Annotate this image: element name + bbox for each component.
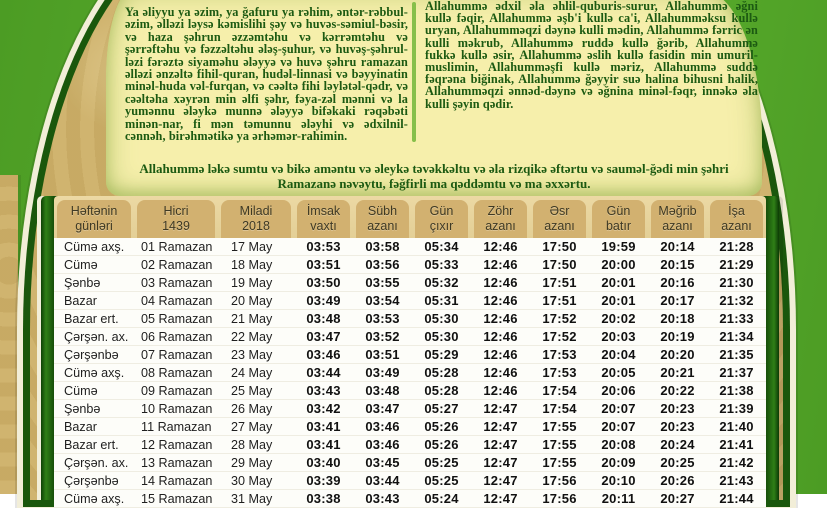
cell-time: 05:30 [424,311,459,326]
cell-time: 20:21 [660,365,695,380]
cell-time: 20:19 [660,329,695,344]
column-header-line1: Zöhr [487,204,514,218]
cell-miladi-date: 29 May [231,455,273,470]
cell-time: 03:46 [365,437,400,452]
column-header [297,200,350,238]
cell-time: 21:39 [719,401,754,416]
cell-miladi-date: 22 May [231,329,273,344]
column-header-line1: Miladi [239,204,273,218]
cell-time: 12:46 [483,293,518,308]
cell-time: 17:56 [542,491,577,506]
cell-time: 05:25 [424,455,459,470]
cell-hicri-date: 12 Ramazan [141,437,213,452]
cell-time: 17:50 [542,239,577,254]
cell-time: 05:34 [424,239,459,254]
cell-time: 21:29 [719,257,754,272]
cell-time: 03:55 [365,275,400,290]
cell-time: 20:22 [660,383,695,398]
cell-time: 21:30 [719,275,754,290]
column-header-line1: İmsak [306,204,341,218]
column-header-line2: azanı [662,219,693,233]
cell-time: 03:58 [365,239,400,254]
cell-time: 03:50 [306,275,341,290]
cell-time: 05:31 [424,293,459,308]
cell-hicri-date: 04 Ramazan [141,293,213,308]
cell-time: 03:47 [365,401,400,416]
column-header [137,200,215,238]
cell-time: 20:18 [660,311,695,326]
cell-time: 21:33 [719,311,754,326]
cell-time: 03:49 [365,365,400,380]
cell-time: 20:14 [660,239,695,254]
cell-time: 03:40 [306,455,341,470]
cell-time: 05:24 [424,491,459,506]
column-header-line1: Əsr [549,204,570,218]
cell-time: 12:47 [483,491,518,506]
cell-time: 17:53 [542,347,577,362]
column-header [415,200,468,238]
cell-weekday: Çərşənbə [64,473,119,488]
table-row [54,364,766,382]
cell-time: 12:46 [483,329,518,344]
cell-hicri-date: 07 Ramazan [141,347,213,362]
column-header-line2: 1439 [162,219,190,233]
column-header [356,200,409,238]
table-row [54,400,766,418]
cell-time: 20:03 [601,329,636,344]
cell-time: 05:25 [424,473,459,488]
cell-time: 17:54 [542,401,577,416]
column-header-line1: Gün [429,204,454,218]
cell-weekday: Cümə [64,257,98,272]
cell-time: 20:27 [660,491,695,506]
cell-time: 21:32 [719,293,754,308]
column-header [474,200,527,238]
column-header [221,200,291,238]
cell-hicri-date: 08 Ramazan [141,365,213,380]
column-header-line2: vaxtı [310,219,337,233]
cell-time: 03:48 [306,311,341,326]
cell-hicri-date: 10 Ramazan [141,401,213,416]
cell-time: 20:23 [660,419,695,434]
cell-weekday: Cümə axş. [64,491,125,506]
cell-time: 03:44 [365,473,400,488]
cell-time: 03:41 [306,437,341,452]
cell-hicri-date: 03 Ramazan [141,275,213,290]
cell-weekday: Çərşənbə [64,347,119,362]
dua-column-divider [412,2,416,142]
cell-time: 05:28 [424,383,459,398]
table-body [54,238,766,508]
cell-time: 03:38 [306,491,341,506]
cell-weekday: Çərşən. ax. [64,455,129,470]
column-header-line1: Sübh [367,204,398,218]
column-header-line2: çıxır [429,219,454,233]
table-row [54,310,766,328]
cell-time: 17:56 [542,473,577,488]
column-header-line2: azanı [721,219,752,233]
cell-hicri-date: 02 Ramazan [141,257,213,272]
column-header-line2: azanı [485,219,516,233]
cell-time: 12:46 [483,275,518,290]
cell-time: 03:51 [365,347,400,362]
cell-time: 03:54 [365,293,400,308]
cell-time: 03:56 [365,257,400,272]
cell-time: 05:26 [424,437,459,452]
column-header-line2: azanı [544,219,575,233]
cell-miladi-date: 17 May [231,239,273,254]
table-row [54,472,766,490]
cell-hicri-date: 09 Ramazan [141,383,213,398]
cell-time: 17:55 [542,455,577,470]
cell-weekday: Çərşən. ax. [64,329,129,344]
cell-time: 12:46 [483,347,518,362]
column-header [592,200,645,238]
cell-time: 20:10 [601,473,636,488]
cell-time: 19:59 [601,239,636,254]
cell-time: 20:04 [601,347,636,362]
cell-time: 12:47 [483,401,518,416]
cell-miladi-date: 31 May [231,491,273,506]
cell-time: 17:54 [542,383,577,398]
cell-time: 03:49 [306,293,341,308]
cell-miladi-date: 19 May [231,275,273,290]
table-row [54,274,766,292]
cell-time: 21:35 [719,347,754,362]
cell-miladi-date: 27 May [231,419,273,434]
cell-time: 20:15 [660,257,695,272]
column-header-line1: İşa [728,204,745,218]
cell-time: 03:46 [306,347,341,362]
table-header-row [54,196,766,238]
column-header [57,200,131,238]
table-row [54,346,766,364]
cell-miladi-date: 30 May [231,473,273,488]
column-header [710,200,763,238]
cell-hicri-date: 05 Ramazan [141,311,213,326]
cell-time: 12:47 [483,419,518,434]
column-header-line1: Məğrib [658,204,697,218]
table-row [54,382,766,400]
prayer-times-table [41,196,779,506]
cell-miladi-date: 21 May [231,311,273,326]
column-header-line2: 2018 [242,219,270,233]
cell-time: 12:47 [483,473,518,488]
cell-time: 20:09 [601,455,636,470]
cell-time: 17:53 [542,365,577,380]
cell-time: 21:41 [719,437,754,452]
cell-time: 12:46 [483,383,518,398]
cell-time: 20:02 [601,311,636,326]
cell-miladi-date: 26 May [231,401,273,416]
cell-weekday: Cümə [64,383,98,398]
table-row [54,238,766,256]
cell-time: 03:46 [365,419,400,434]
cell-hicri-date: 14 Ramazan [141,473,213,488]
column-header-line1: Həftənin [70,204,118,218]
cell-hicri-date: 13 Ramazan [141,455,213,470]
cell-time: 21:43 [719,473,754,488]
cell-time: 05:26 [424,419,459,434]
table-row [54,292,766,310]
cell-time: 03:43 [306,383,341,398]
cell-time: 20:16 [660,275,695,290]
column-header-line1: Hicri [163,204,189,218]
dua-footer-text: Allahummə ləkə sumtu və bikə aməntu və əleykə təvəkkəltu və əla rizqikə əftərtu və sauməl-ğədi min şəhri Ramazanə nəvəytu, fəğfirli ma qəddəmtu və ma əxxərtu. [139,161,729,191]
cell-weekday: Cümə axş. [64,239,125,254]
left-border-ornament [0,175,18,494]
cell-time: 20:26 [660,473,695,488]
cell-time: 03:43 [365,491,400,506]
cell-time: 17:55 [542,437,577,452]
cell-hicri-date: 15 Ramazan [141,491,213,506]
cell-time: 05:29 [424,347,459,362]
table-row [54,454,766,472]
cell-time: 20:24 [660,437,695,452]
cell-weekday: Bazar ert. [64,311,119,326]
cell-time: 12:46 [483,365,518,380]
cell-time: 20:07 [601,401,636,416]
cell-time: 20:06 [601,383,636,398]
cell-time: 03:53 [306,239,341,254]
cell-time: 05:28 [424,365,459,380]
cell-time: 20:23 [660,401,695,416]
cell-time: 20:01 [601,275,636,290]
cell-time: 21:38 [719,383,754,398]
column-header-line2: günləri [75,219,113,233]
column-header-line2: azanı [367,219,398,233]
table-row [54,418,766,436]
table-row [54,490,766,508]
cell-miladi-date: 20 May [231,293,273,308]
cell-time: 12:46 [483,257,518,272]
cell-time: 17:51 [542,275,577,290]
cell-time: 03:48 [365,383,400,398]
cell-time: 03:45 [365,455,400,470]
cell-time: 17:55 [542,419,577,434]
cell-weekday: Cümə axş. [64,365,125,380]
cell-time: 05:33 [424,257,459,272]
cell-time: 12:47 [483,437,518,452]
table-row [54,256,766,274]
cell-hicri-date: 01 Ramazan [141,239,213,254]
cell-time: 17:52 [542,311,577,326]
cell-time: 17:50 [542,257,577,272]
cell-time: 20:05 [601,365,636,380]
cell-weekday: Şənbə [64,275,101,290]
cell-time: 12:46 [483,311,518,326]
dua-panel [106,0,762,196]
cell-hicri-date: 11 Ramazan [141,419,212,434]
column-header [533,200,586,238]
cell-time: 03:52 [365,329,400,344]
cell-time: 20:11 [601,491,636,506]
cell-miladi-date: 28 May [231,437,273,452]
cell-time: 20:17 [660,293,695,308]
cell-time: 12:46 [483,239,518,254]
cell-time: 21:34 [719,329,754,344]
cell-weekday: Bazar [64,293,97,308]
cell-weekday: Şənbə [64,401,101,416]
table-row [54,328,766,346]
cell-time: 03:51 [306,257,341,272]
cell-hicri-date: 06 Ramazan [141,329,213,344]
column-header [651,200,704,238]
column-header-line2: batır [605,219,631,233]
cell-time: 03:44 [306,365,341,380]
cell-time: 17:52 [542,329,577,344]
dua-left-column: Ya əliyyu ya əzim, ya ğafuru ya rəhim, əntər-rəbbul-əzim, əlləzi ləysə kəmislihi şəy və huvəs-səmiul-bəsir, və haza şəhrun əzzəmtəhu və kərrəmtəhu və şərrəftəhu və fəzzəltəhu ələş-şuhur, və huvəş-şəhrul-ləzi fərəztə siyaməhu ələyyə və huvə şəhru ramazan əlləzi ənzəltə fihil-quran, hudəl-linnasi və bəyyinatin minəl-huda vəl-furqan, və cəəltə fihi ləylətəl-qədr, və cəəltəha xəyrən min əlfi şəhr, fəya-zəl mənni və la yumənnu ələykə munnə ələyyə bifəkaki rəqəbəti minən-nar, fi mən təmunnu ələyhi və ədxilnil-cənnəh, birəhmətikə ya ərhəmər-rahimin. [125,5,408,144]
cell-time: 17:51 [542,293,577,308]
column-header-line1: Gün [606,204,631,218]
cell-miladi-date: 24 May [231,365,273,380]
cell-time: 03:39 [306,473,341,488]
cell-time: 21:40 [719,419,754,434]
cell-time: 20:08 [601,437,636,452]
cell-time: 20:25 [660,455,695,470]
cell-time: 12:47 [483,455,518,470]
cell-time: 05:30 [424,329,459,344]
dua-right-column: Allahummə ədxil əla əhlil-quburis-surur, Allahummə əğni kullə fəqir, Allahummə əşb'i kullə ca'i, Allahumməksu kullə uryan, Allahumməqzi dəynə kulli mədin, Allahummə fərric ən kulli məkrub, Allahummə ruddə kullə ğərib, Allahummə fukkə kullə əsir, Allahummə əslih kullə fasidin min umuril-muslimin, Allahumməşfi kullə məriz, Allahummə suddə fəqrəna biğinak, Allahummə ğəyyir suə halina bihusni halik, Allahumməqzi ənnəd-dəynə və əğnina minəl-fəqr, innəkə əla kulli şəyin qədir. [425,0,758,111]
cell-time: 20:00 [601,257,636,272]
cell-time: 03:42 [306,401,341,416]
cell-miladi-date: 23 May [231,347,273,362]
cell-time: 20:01 [601,293,636,308]
cell-time: 20:07 [601,419,636,434]
cell-time: 21:42 [719,455,754,470]
cell-time: 21:44 [719,491,754,506]
cell-time: 20:20 [660,347,695,362]
cell-time: 21:28 [719,239,754,254]
cell-weekday: Bazar [64,419,97,434]
cell-time: 21:37 [719,365,754,380]
cell-time: 05:32 [424,275,459,290]
cell-time: 03:53 [365,311,400,326]
cell-time: 05:27 [424,401,459,416]
cell-time: 03:41 [306,419,341,434]
cell-time: 03:47 [306,329,341,344]
cell-weekday: Bazar ert. [64,437,119,452]
cell-miladi-date: 25 May [231,383,273,398]
cell-miladi-date: 18 May [231,257,273,272]
table-row [54,436,766,454]
